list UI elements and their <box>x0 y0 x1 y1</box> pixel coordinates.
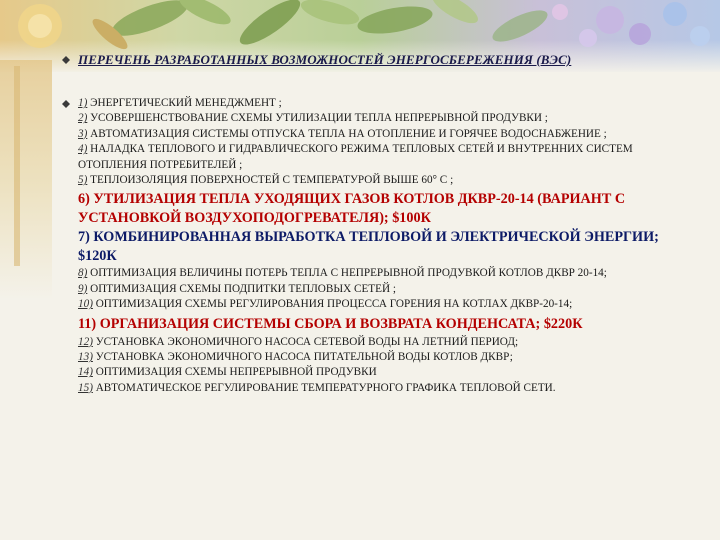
item-number: 3) <box>78 127 88 140</box>
item-text: ОПТИМИЗАЦИЯ СХЕМЫ ПОДПИТКИ ТЕПЛОВЫХ СЕТЕЙ ; <box>87 282 396 295</box>
item-text: ТЕПЛОИЗОЛЯЦИЯ ПОВЕРХНОСТЕЙ С ТЕМПЕРАТУРОЙ ВЫШЕ 60° С ; <box>87 174 454 187</box>
highlight-item <box>78 228 690 266</box>
list-item <box>78 297 690 312</box>
item-number: 7) <box>78 229 90 246</box>
item-number: 13) <box>78 351 93 364</box>
item-text: АВТОМАТИЧЕСКОЕ РЕГУЛИРОВАНИЕ ТЕМПЕРАТУРНОГО ГРАФИКА ТЕПЛОВОЙ СЕТИ. <box>92 381 556 394</box>
list-item <box>78 266 690 281</box>
list-item <box>78 173 690 188</box>
item-text: КОМБИНИРОВАННАЯ ВЫРАБОТКА ТЕПЛОВОЙ И ЭЛЕКТРИЧЕСКОЙ ЭНЕРГИИ; $120К <box>78 229 659 265</box>
item-text: НАЛАДКА ТЕПЛОВОГО И ГИДРАВЛИЧЕСКОГО РЕЖИМА ТЕПЛОВЫХ СЕТЕЙ И ВНУТРЕННИХ СИСТЕМ ОТОПЛЕНИЯ ПОТРЕБИТЕЛЕЙ ; <box>78 143 633 171</box>
measures-list <box>78 96 690 396</box>
item-number: 6) <box>78 191 90 208</box>
item-text: ОПТИМИЗАЦИЯ СХЕМЫ РЕГУЛИРОВАНИЯ ПРОЦЕССА ГОРЕНИЯ НА КОТЛАХ ДКВР-20-14; <box>92 298 573 311</box>
item-number: 12) <box>78 335 93 348</box>
item-number: 4) <box>78 143 88 156</box>
item-number: 1) <box>78 97 88 109</box>
item-number: 8) <box>78 267 88 280</box>
list-item <box>78 96 690 111</box>
item-text: ЭНЕРГЕТИЧЕСКИЙ МЕНЕДЖМЕНТ ; <box>87 97 282 109</box>
list-item <box>78 335 690 350</box>
list-item <box>78 282 690 297</box>
item-number: 14) <box>78 366 93 379</box>
item-text: УТИЛИЗАЦИЯ ТЕПЛА УХОДЯЩИХ ГАЗОВ КОТЛОВ ДКВР-20-14 (ВАРИАНТ С УСТАНОВКОЙ ВОЗДУХОПОДОГРЕВАТЕЛЯ); $100К <box>78 191 626 227</box>
item-text: ОПТИМИЗАЦИЯ ВЕЛИЧИНЫ ПОТЕРЬ ТЕПЛА С НЕПРЕРЫВНОЙ ПРОДУВКОЙ КОТЛОВ ДКВР 20-14; <box>87 267 607 280</box>
item-number: 9) <box>78 282 88 295</box>
item-text: УСОВЕРШЕНСТВОВАНИЕ СХЕМЫ УТИЛИЗАЦИИ ТЕПЛА НЕПРЕРЫВНОЙ ПРОДУВКИ ; <box>87 112 548 125</box>
item-text: УСТАНОВКА ЭКОНОМИЧНОГО НАСОСА ПИТАТЕЛЬНОЙ ВОДЫ КОТЛОВ ДКВР; <box>92 351 513 364</box>
highlight-item <box>78 315 690 334</box>
list-item <box>78 365 690 380</box>
highlight-item <box>78 190 690 228</box>
item-text: ОПТИМИЗАЦИЯ СХЕМЫ НЕПРЕРЫВНОЙ ПРОДУВКИ <box>92 366 377 379</box>
item-number: 10) <box>78 298 93 311</box>
item-text: АВТОМАТИЗАЦИЯ СИСТЕМЫ ОТПУСКА ТЕПЛА НА ОТОПЛЕНИЕ И ГОРЯЧЕЕ ВОДОСНАБЖЕНИЕ ; <box>87 127 607 140</box>
list-item <box>78 381 690 396</box>
item-text: УСТАНОВКА ЭКОНОМИЧНОГО НАСОСА СЕТЕВОЙ ВОДЫ НА ЛЕТНИЙ ПЕРИОД; <box>92 335 519 348</box>
item-number: 2) <box>78 112 88 125</box>
item-number: 11) <box>78 315 97 332</box>
list-item <box>78 127 690 142</box>
item-number: 5) <box>78 174 88 187</box>
item-text: ОРГАНИЗАЦИЯ СИСТЕМЫ СБОРА И ВОЗВРАТА КОНДЕНСАТА; $220К <box>96 315 583 332</box>
item-number: 15) <box>78 381 93 394</box>
list-item <box>78 350 690 365</box>
list-item <box>78 142 690 173</box>
list-item <box>78 111 690 126</box>
slide-title: ПЕРЕЧЕНЬ РАЗРАБОТАННЫХ ВОЗМОЖНОСТЕЙ ЭНЕРГОСБЕРЕЖЕНИЯ (ВЭС) <box>78 52 572 67</box>
